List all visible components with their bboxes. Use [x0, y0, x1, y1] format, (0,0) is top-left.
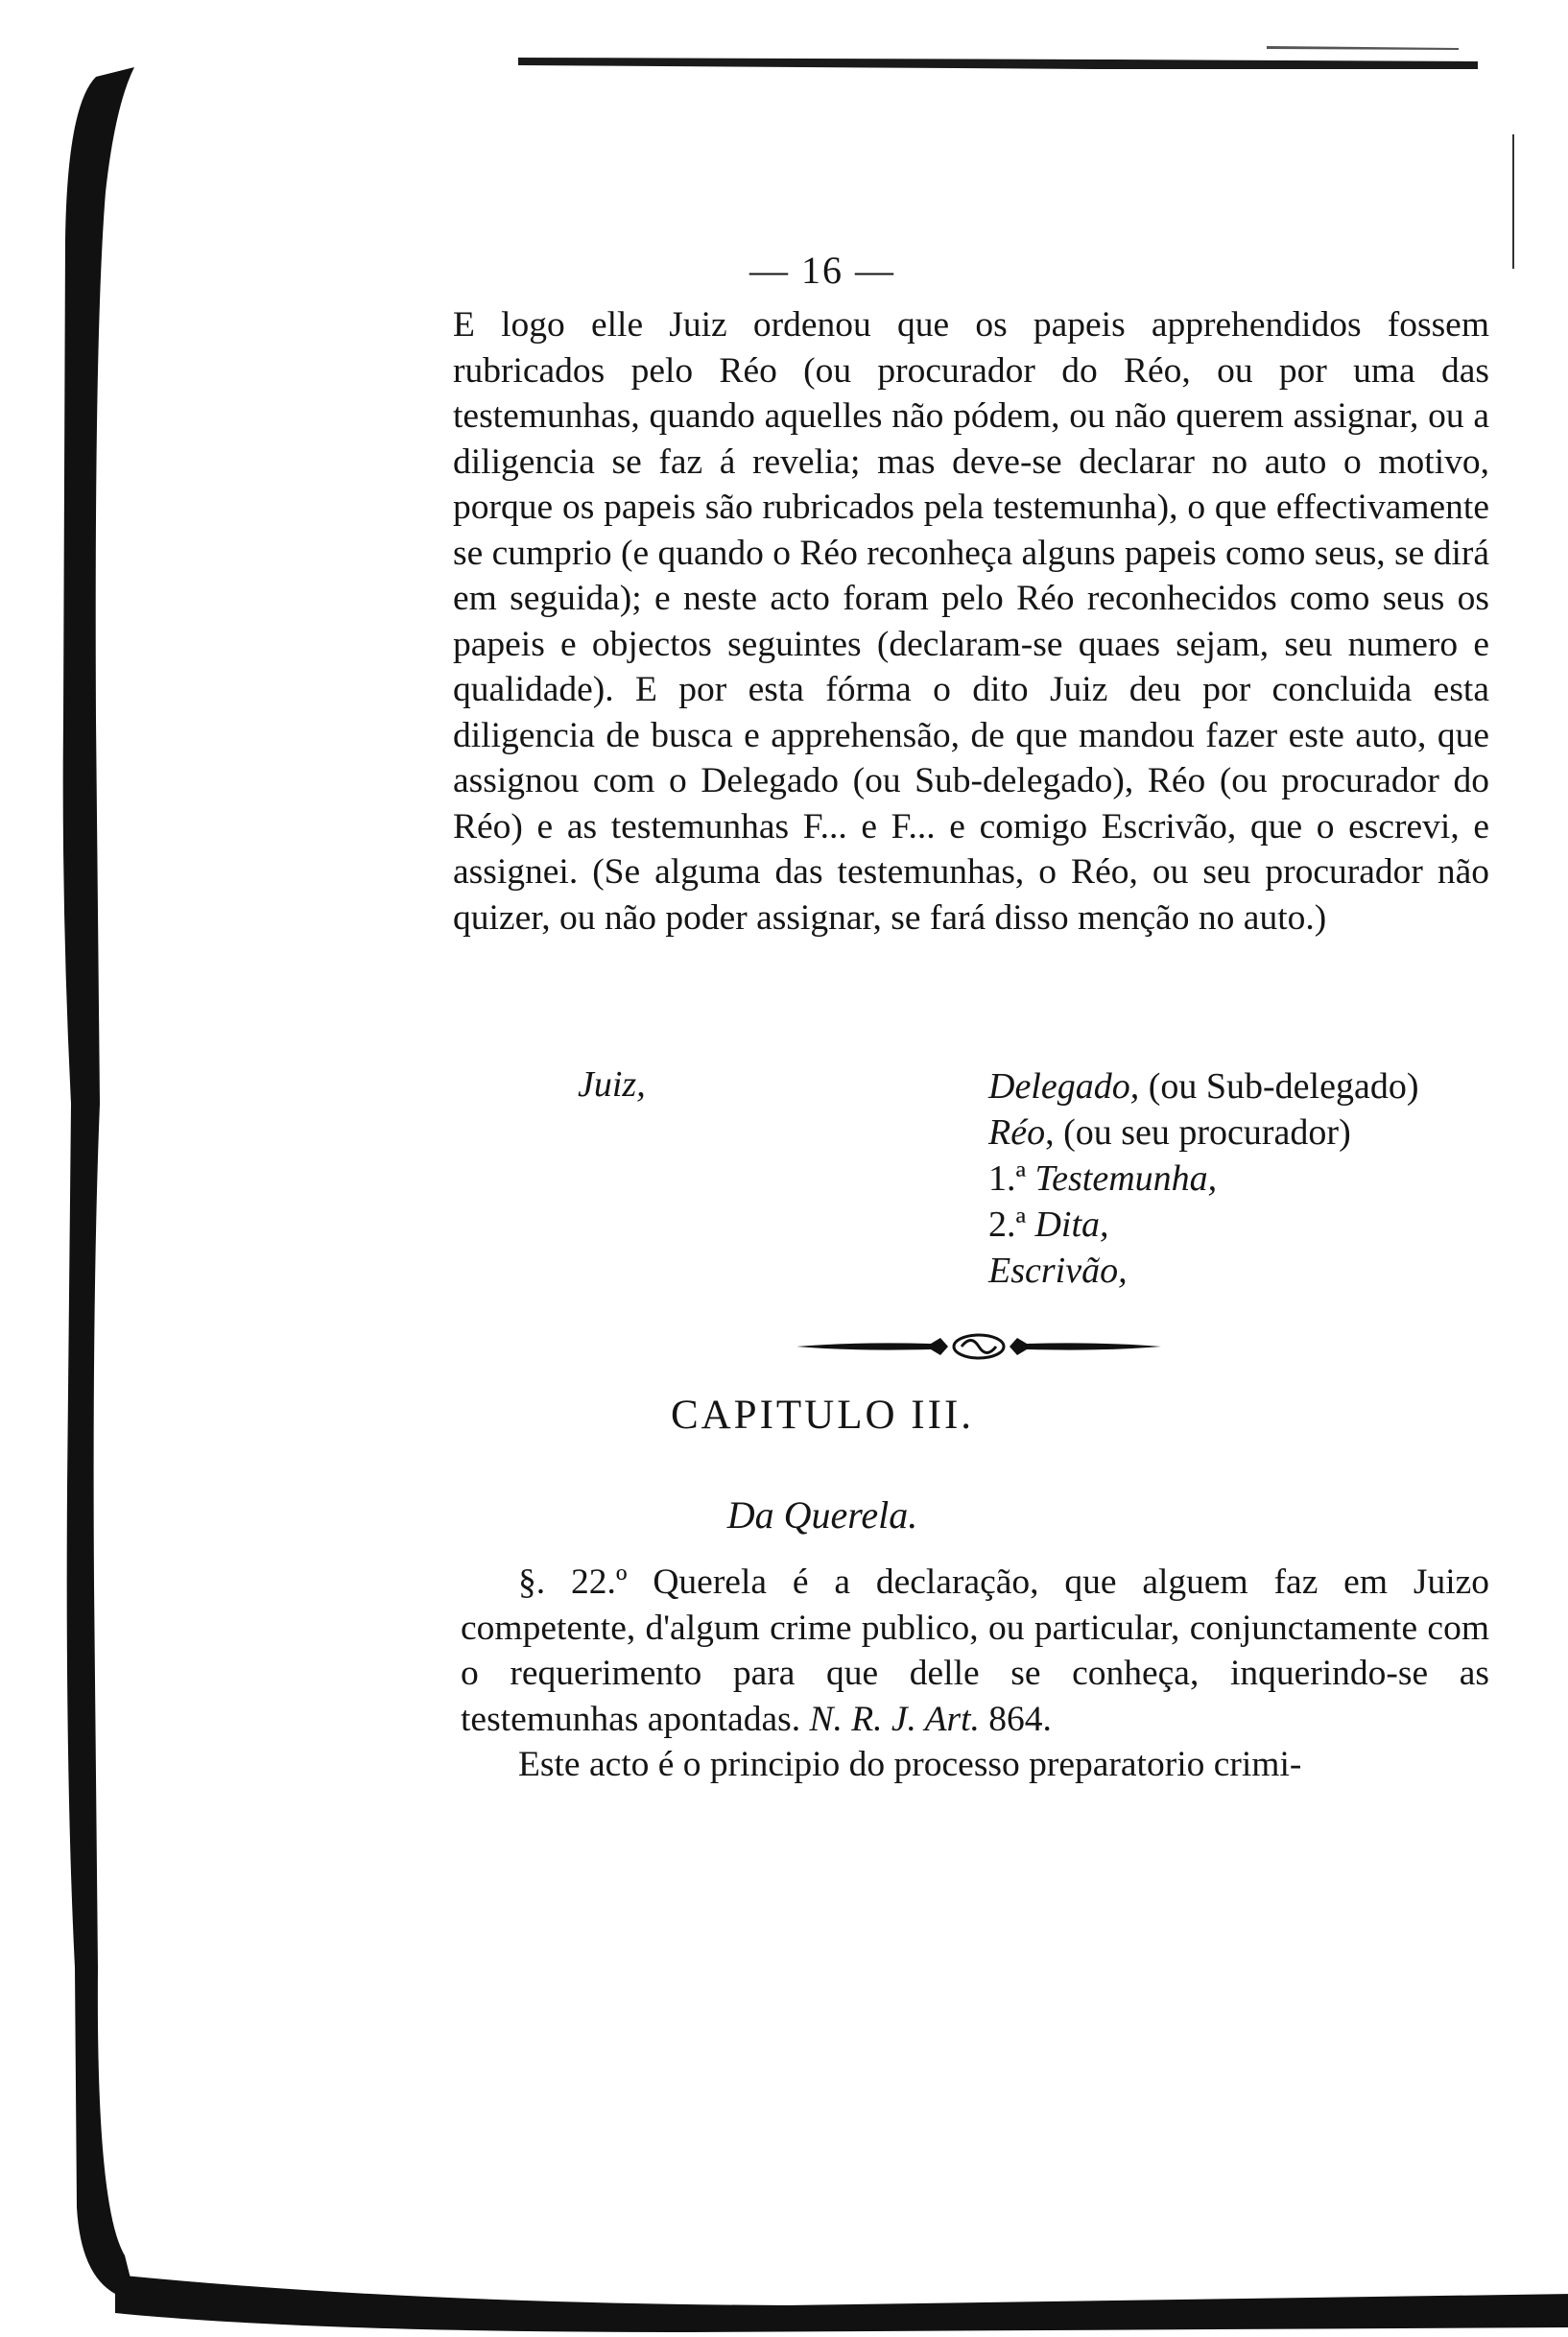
- top-edge-shadow: [518, 40, 1478, 79]
- section-reference-number: 864.: [988, 1699, 1052, 1739]
- signature-witness-2: 2.ª Dita,: [988, 1204, 1109, 1245]
- signature-delegado: Delegado, (ou Sub-delegado): [988, 1066, 1419, 1107]
- signature-judge: Juiz,: [578, 1064, 646, 1105]
- section-paragraph: [461, 1560, 1489, 1742]
- chapter-subtitle: Da Querela.: [726, 1493, 918, 1537]
- signature-list: [988, 1063, 1419, 1294]
- body-paragraph: E logo elle Juiz ordenou que os papeis apprehendidos fossem rubricados pelo Réo (ou procurador do Réo, ou por uma das testemunhas, quando aquelles não pódem, ou não querem assignar, ou a diligencia se faz á revelia; mas deve-se declarar no auto o motivo, porque os papeis são rubricados pela testemunha), o que effectivamente se cumprio (e quando o Réo reconheça alguns papeis como seus, se dirá em seguida); e neste acto foram pelo Réo reconhecidos como seus os papeis e objectos seguintes (declaram-se quaes sejam, seu numero e qualidade). E por esta fórma o dito Juiz deu por concluida esta diligencia de busca e apprehensão, de que mandou fazer este auto, que assignou com o Delegado (ou Sub-delegado), Réo (ou procurador do Réo) e as testemunhas F... e F... e comigo Escrivão, que o escrevi, e assignei. (Se alguma das testemunhas, o Réo, ou seu procurador não quizer, ou não poder assignar, se fará disso menção no auto.): [453, 305, 1489, 938]
- ornament-divider: [796, 1323, 1161, 1371]
- chapter-title: CAPITULO III.: [670, 1393, 975, 1438]
- section-reference: N. R. J. Art.: [809, 1699, 980, 1739]
- signature-reo: Réo, (ou seu procurador): [988, 1112, 1351, 1153]
- left-edge-shadow: [58, 48, 134, 2303]
- signature-escrivao: Escrivão,: [988, 1251, 1128, 1291]
- section-22: [461, 1560, 1489, 1788]
- bottom-edge-shadow: [115, 2236, 1568, 2337]
- page-number: — 16 —: [749, 249, 895, 292]
- section-marker: §. 22.º: [518, 1562, 628, 1602]
- section-continuation: Este acto é o principio do processo preparatorio crimi-: [518, 1745, 1302, 1784]
- signature-witness-1: 1.ª Testemunha,: [988, 1158, 1218, 1199]
- section-body: Querela é a declaração, que alguem faz em Juizo competente, d'algum crime publico, ou particular, conjunctamente com o requerimento para que delle se conheça, inquerindo-se as testemunhas apontadas.: [461, 1562, 1490, 1739]
